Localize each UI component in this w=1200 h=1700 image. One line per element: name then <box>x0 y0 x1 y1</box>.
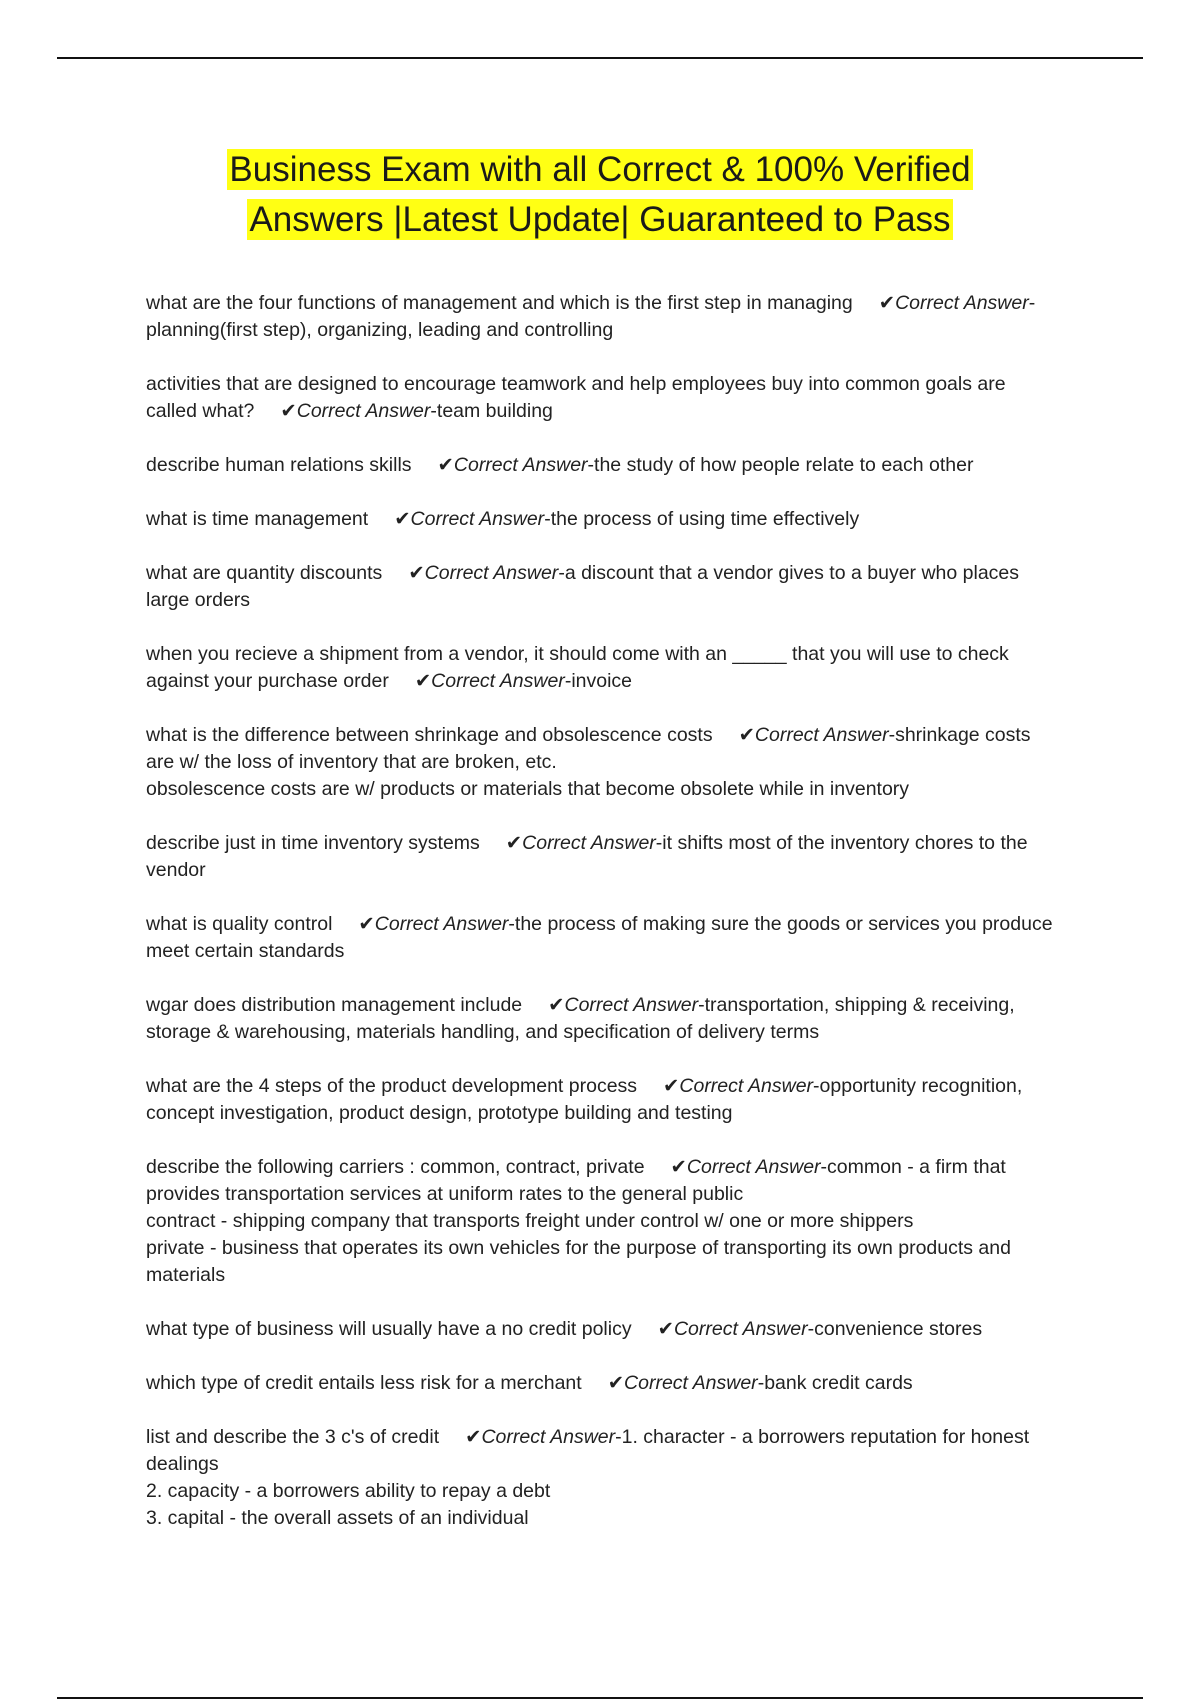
question-text: what are the four functions of management and which is the first step in managing <box>146 292 853 314</box>
answer-text: invoice <box>571 670 633 692</box>
question-text: what is time management <box>146 508 369 530</box>
answer-text: convenience stores <box>814 1318 983 1340</box>
correct-answer-label: Correct Answer <box>679 1075 814 1097</box>
answer-separator: - <box>820 1156 828 1178</box>
checkmark-icon: ✔ <box>358 913 375 935</box>
checkmark-icon: ✔ <box>738 724 755 746</box>
checkmark-icon: ✔ <box>607 1372 625 1394</box>
checkmark-icon: ✔ <box>414 670 432 692</box>
question-text: when you recieve a shipment from a vendor, it should come with an _____ that you will use to check against your purchase order <box>146 643 1009 692</box>
question-text: what are quantity discounts <box>146 562 383 584</box>
answer-separator: - <box>807 1318 815 1340</box>
answer-text: shrinkage costs are w/ the loss of inventory that are broken, etc. <box>146 724 1031 773</box>
answer-separator: - <box>698 994 705 1016</box>
qa-item <box>146 290 1061 344</box>
qa-item <box>146 1424 1061 1532</box>
answer-separator: - <box>615 1426 622 1448</box>
answer-separator: - <box>558 562 565 584</box>
answer-separator: - <box>508 913 515 935</box>
answer-separator: - <box>757 1372 765 1394</box>
answer-text: private - business that operates its own vehicles for the purpose of transporting its own products and materials <box>146 1237 1011 1286</box>
answer-text: planning(first step), organizing, leading and controlling <box>146 319 614 341</box>
answer-text: bank credit cards <box>764 1372 913 1394</box>
correct-answer-label: Correct Answer <box>296 400 431 422</box>
header-rule <box>57 57 1143 59</box>
correct-answer-label: Correct Answer <box>431 670 565 692</box>
answer-separator: - <box>587 454 595 476</box>
qa-item <box>146 641 1061 695</box>
qa-item <box>146 722 1061 803</box>
answer-text: common - a firm that provides transportation services at uniform rates to the general public <box>146 1156 1006 1205</box>
answer-text: the process of making sure the goods or services you produce meet certain standards <box>146 913 1053 962</box>
qa-item <box>146 560 1061 614</box>
correct-answer-label: Correct Answer <box>673 1318 808 1340</box>
checkmark-icon: ✔ <box>408 562 425 584</box>
question-text: activities that are designed to encourage teamwork and help employees buy into common goals are called what? <box>146 373 1006 422</box>
qa-item <box>146 452 1061 479</box>
correct-answer-label: Correct Answer <box>374 913 509 935</box>
correct-answer-label: Correct Answer <box>754 724 889 746</box>
answer-separator: - <box>888 724 896 746</box>
correct-answer-label: Correct Answer <box>424 562 559 584</box>
checkmark-icon: ✔ <box>663 1075 680 1097</box>
qa-item <box>146 830 1061 884</box>
qa-item <box>146 506 1061 533</box>
correct-answer-label: Correct Answer <box>453 454 588 476</box>
qa-item <box>146 1370 1061 1397</box>
answer-text: transportation, shipping & receiving, storage & warehousing, materials handling, and specification of delivery terms <box>146 994 1015 1043</box>
qa-item <box>146 1073 1061 1127</box>
question-text: which type of credit entails less risk for a merchant <box>146 1372 582 1394</box>
question-text: describe just in time inventory systems <box>146 832 480 854</box>
correct-answer-label: Correct Answer <box>895 292 1029 314</box>
answer-separator: - <box>564 670 572 692</box>
qa-item <box>146 371 1061 425</box>
correct-answer-label: Correct Answer <box>481 1426 616 1448</box>
qa-item <box>146 911 1061 965</box>
answer-separator: - <box>430 400 437 422</box>
checkmark-icon: ✔ <box>280 400 297 422</box>
question-text: describe human relations skills <box>146 454 412 476</box>
checkmark-icon: ✔ <box>670 1156 687 1178</box>
correct-answer-label: Correct Answer <box>522 832 656 854</box>
footer-rule <box>57 1697 1143 1699</box>
question-answer-list <box>146 290 1061 1559</box>
answer-text: obsolescence costs are w/ products or materials that become obsolete while in inventory <box>146 778 910 800</box>
document-title <box>100 145 1100 245</box>
answer-separator: - <box>655 832 663 854</box>
answer-text: opportunity recognition, concept investigation, product design, prototype building and testing <box>146 1075 1023 1124</box>
correct-answer-label: Correct Answer <box>624 1372 758 1394</box>
question-text: what is quality control <box>146 913 333 935</box>
qa-item <box>146 1316 1061 1343</box>
checkmark-icon: ✔ <box>505 832 523 854</box>
question-text: describe the following carriers : common, contract, private <box>146 1156 645 1178</box>
checkmark-icon: ✔ <box>548 994 565 1016</box>
checkmark-icon: ✔ <box>657 1318 674 1340</box>
checkmark-icon: ✔ <box>394 508 411 530</box>
answer-text: contract - shipping company that transports freight under control w/ one or more shippers <box>146 1210 914 1232</box>
question-text: what type of business will usually have a no credit policy <box>146 1318 632 1340</box>
document-title-line-1: Business Exam with all Correct & 100% Verified <box>229 150 971 189</box>
answer-text: a discount that a vendor gives to a buyer who places large orders <box>146 562 1020 611</box>
answer-text: the process of using time effectively <box>550 508 860 530</box>
correct-answer-label: Correct Answer <box>410 508 545 530</box>
correct-answer-label: Correct Answer <box>686 1156 821 1178</box>
question-text: what is the difference between shrinkage and obsolescence costs <box>146 724 713 746</box>
answer-separator: - <box>813 1075 820 1097</box>
answer-separator: - <box>1028 292 1036 314</box>
qa-item <box>146 992 1061 1046</box>
checkmark-icon: ✔ <box>465 1426 482 1448</box>
question-text: what are the 4 steps of the product development process <box>146 1075 638 1097</box>
answer-separator: - <box>544 508 551 530</box>
correct-answer-label: Correct Answer <box>564 994 699 1016</box>
question-text: list and describe the 3 c's of credit <box>146 1426 440 1448</box>
answer-text: 1. character - a borrowers reputation for honest dealings <box>146 1426 1030 1475</box>
answer-text: 2. capacity - a borrowers ability to repay a debt <box>146 1480 551 1502</box>
document-title-line-2: Answers |Latest Update| Guaranteed to Pass <box>249 200 951 239</box>
answer-text: it shifts most of the inventory chores to the vendor <box>146 832 1028 881</box>
answer-text: 3. capital - the overall assets of an individual <box>146 1507 529 1529</box>
qa-item <box>146 1154 1061 1289</box>
question-text: wgar does distribution management include <box>146 994 523 1016</box>
answer-text: the study of how people relate to each other <box>594 454 974 476</box>
checkmark-icon: ✔ <box>437 454 454 476</box>
checkmark-icon: ✔ <box>878 292 896 314</box>
answer-text: team building <box>436 400 553 422</box>
